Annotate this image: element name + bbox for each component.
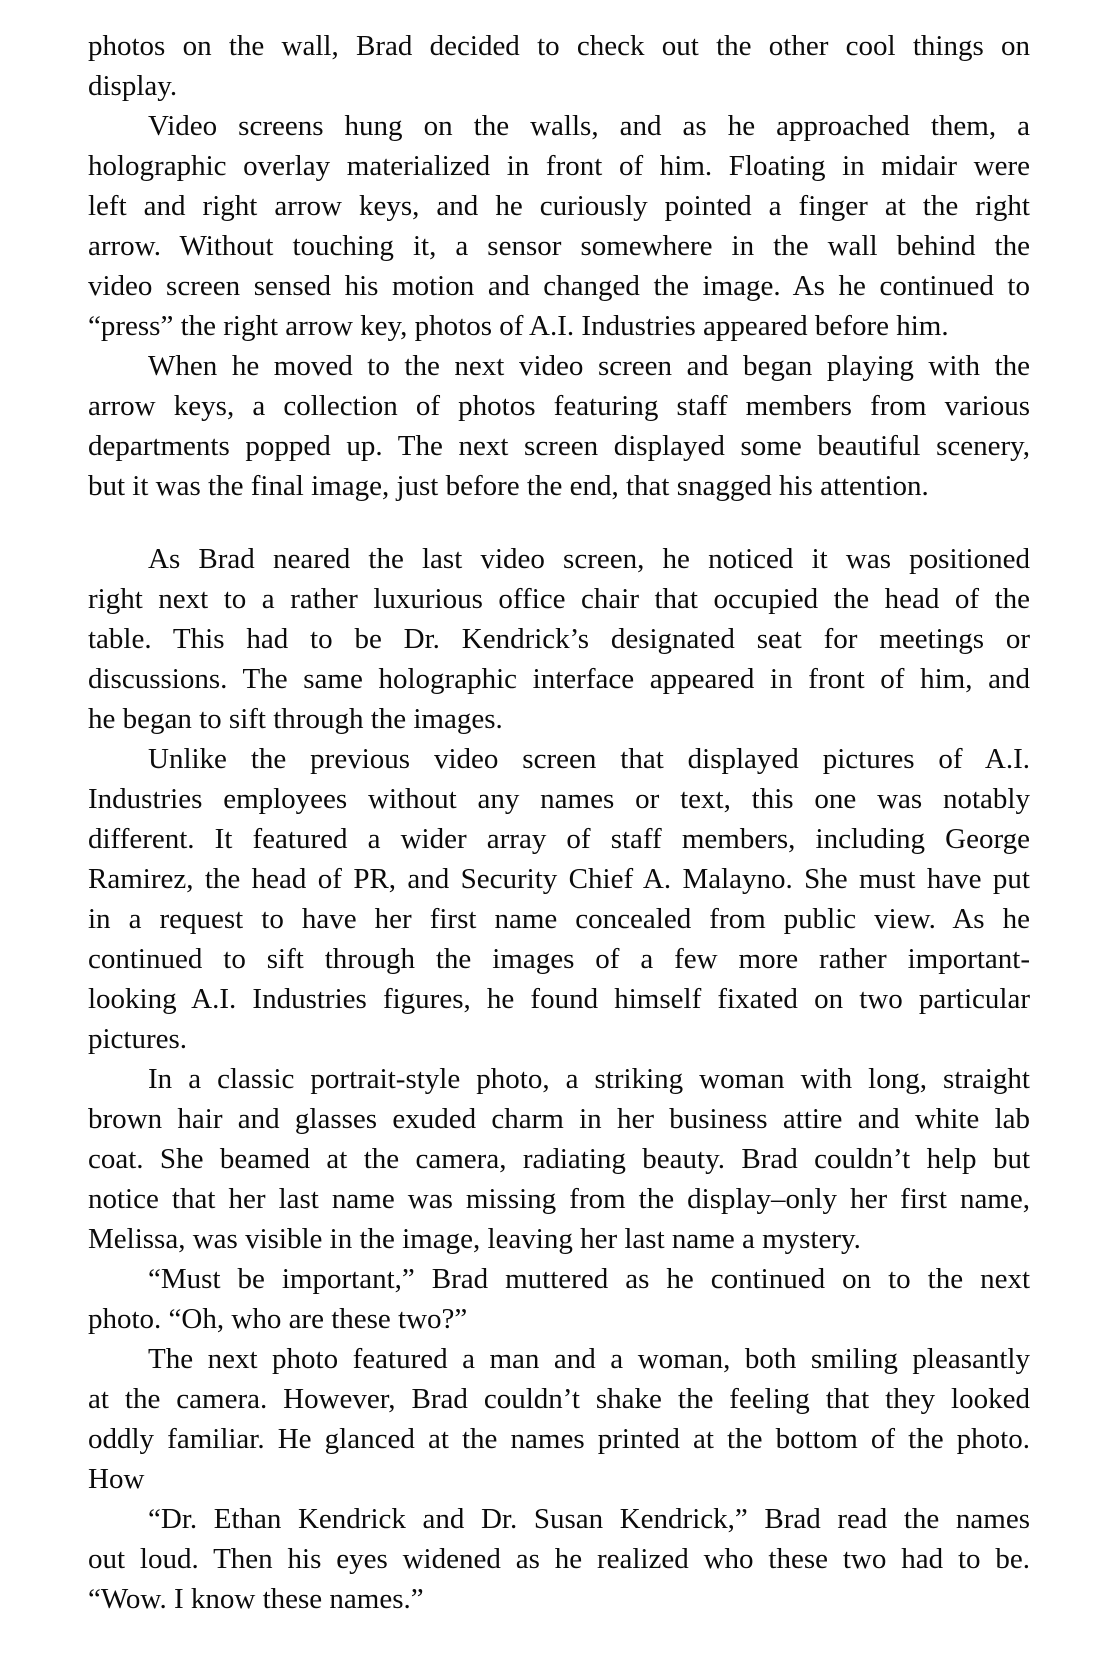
- text-line: looking A.I. Industries figures, he found himself fixated on two particular: [88, 983, 1030, 1015]
- paragraph: [88, 1499, 1030, 1619]
- paragraph: [88, 1339, 1030, 1499]
- paragraph: [88, 106, 1030, 346]
- text-line: notice that her last name was missing from the display–only her first name,: [88, 1183, 1030, 1215]
- text-line: display.: [88, 70, 178, 102]
- text-line: When he moved to the next video screen and began playing with the: [148, 350, 1030, 382]
- text-line: “Dr. Ethan Kendrick and Dr. Susan Kendrick,” Brad read the names: [148, 1503, 1030, 1535]
- text-line: “Wow. I know these names.”: [88, 1583, 424, 1615]
- text-line: table. This had to be Dr. Kendrick’s designated seat for meetings or: [88, 623, 1030, 655]
- text-line: he began to sift through the images.: [88, 703, 503, 735]
- text-line: arrow keys, a collection of photos featuring staff members from various: [88, 390, 1030, 422]
- text-line: arrow. Without touching it, a sensor somewhere in the wall behind the: [88, 230, 1030, 262]
- text-line: Unlike the previous video screen that displayed pictures of A.I.: [148, 743, 1030, 775]
- text-line: video screen sensed his motion and changed the image. As he continued to: [88, 270, 1030, 302]
- text-line: oddly familiar. He glanced at the names printed at the bottom of the photo.: [88, 1423, 1030, 1455]
- text-line: left and right arrow keys, and he curiously pointed a finger at the right: [88, 190, 1030, 222]
- text-line: discussions. The same holographic interface appeared in front of him, and: [88, 663, 1030, 695]
- text-line: As Brad neared the last video screen, he noticed it was positioned: [148, 543, 1030, 575]
- text-line: Video screens hung on the walls, and as he approached them, a: [148, 110, 1030, 142]
- text-line: photos on the wall, Brad decided to check out the other cool things on: [88, 30, 1030, 62]
- paragraph: [88, 739, 1030, 1059]
- text-line: brown hair and glasses exuded charm in her business attire and white lab: [88, 1103, 1030, 1135]
- text-line: different. It featured a wider array of staff members, including George: [88, 823, 1030, 855]
- text-line: out loud. Then his eyes widened as he realized who these two had to be.: [88, 1543, 1030, 1575]
- paragraph: [88, 26, 1030, 106]
- scene-break: [88, 506, 1030, 539]
- text-line: in a request to have her first name concealed from public view. As he: [88, 903, 1030, 935]
- text-line: How: [88, 1463, 145, 1495]
- text-line: right next to a rather luxurious office chair that occupied the head of the: [88, 583, 1030, 615]
- text-line: coat. She beamed at the camera, radiating beauty. Brad couldn’t help but: [88, 1143, 1030, 1175]
- text-line: “press” the right arrow key, photos of A.I. Industries appeared before him.: [88, 310, 949, 342]
- paragraph: [88, 1059, 1030, 1259]
- paragraph: [88, 539, 1030, 739]
- text-line: continued to sift through the images of a few more rather important-: [88, 943, 1030, 975]
- paragraph: [88, 346, 1030, 506]
- text-line: The next photo featured a man and a woman, both smiling pleasantly: [148, 1343, 1030, 1375]
- text-line: departments popped up. The next screen displayed some beautiful scenery,: [88, 430, 1030, 462]
- text-line: Ramirez, the head of PR, and Security Chief A. Malayno. She must have put: [88, 863, 1030, 895]
- text-line: In a classic portrait-style photo, a striking woman with long, straight: [148, 1063, 1030, 1095]
- text-line: but it was the final image, just before the end, that snagged his attention.: [88, 470, 929, 502]
- text-line: photo. “Oh, who are these two?”: [88, 1303, 468, 1335]
- paragraph: [88, 1259, 1030, 1339]
- text-line: pictures.: [88, 1023, 188, 1055]
- text-line: Melissa, was visible in the image, leaving her last name a mystery.: [88, 1223, 861, 1255]
- text-line: “Must be important,” Brad muttered as he continued on to the next: [148, 1263, 1030, 1295]
- text-line: holographic overlay materialized in front of him. Floating in midair were: [88, 150, 1030, 182]
- text-line: at the camera. However, Brad couldn’t shake the feeling that they looked: [88, 1383, 1030, 1415]
- text-line: Industries employees without any names or text, this one was notably: [88, 783, 1030, 815]
